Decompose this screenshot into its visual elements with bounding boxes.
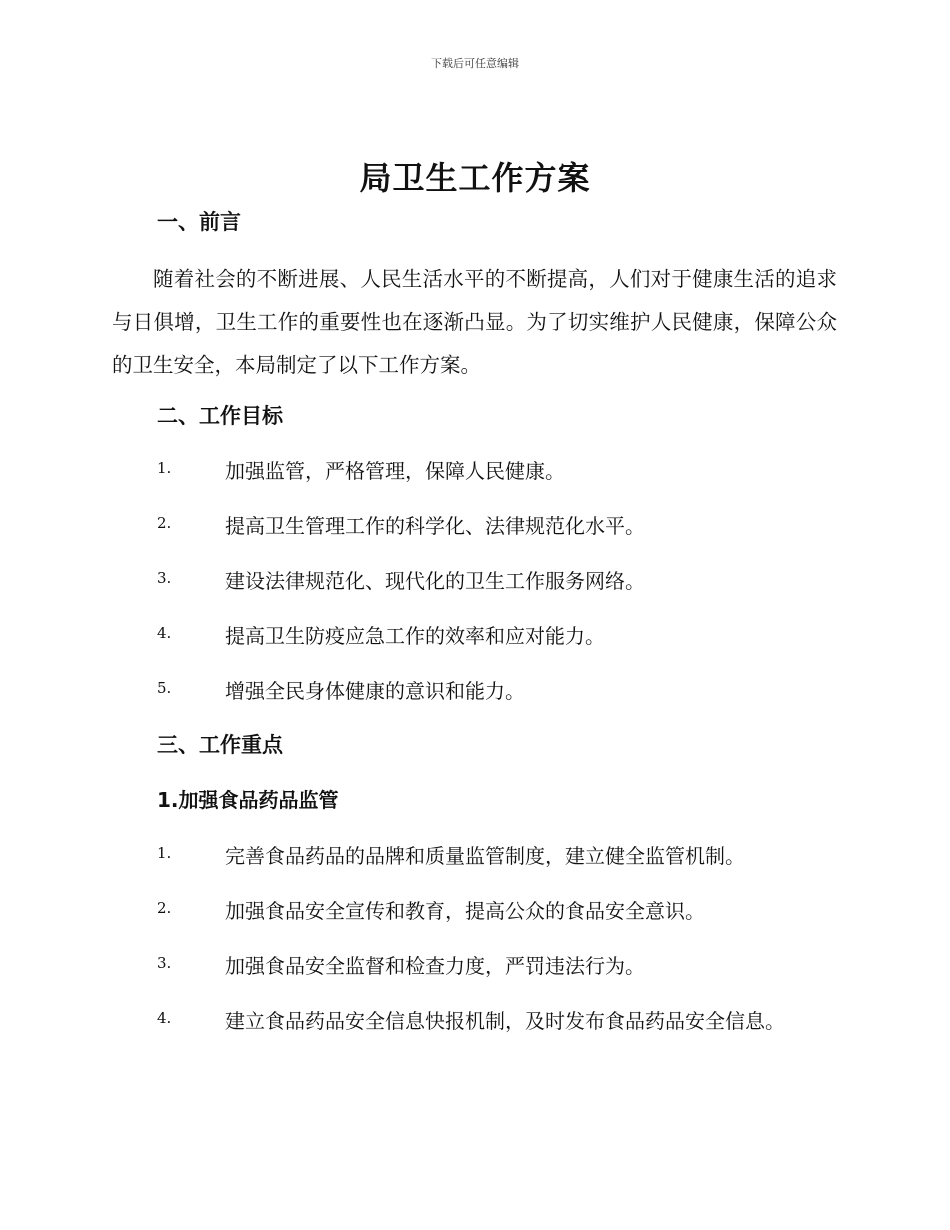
goal-item-number: 1. [157, 459, 172, 477]
goal-item [157, 675, 857, 705]
section-heading-focus: 三、工作重点 [157, 733, 283, 757]
goal-item [157, 510, 857, 540]
section-heading-preface: 一、前言 [157, 210, 241, 234]
focus-item-text: 加强食品安全宣传和教育，提高公众的食品安全意识。 [225, 899, 705, 923]
goal-item-text: 提高卫生防疫应急工作的效率和应对能力。 [225, 624, 605, 648]
focus-item-number: 4. [157, 1009, 172, 1027]
focus-item [157, 950, 857, 980]
preface-paragraph: 随着社会的不断进展、人民生活水平的不断提高，人们对于健康生活的追求与日俱增，卫生工作的重要性也在逐渐凸显。为了切实维护人民健康，保障公众的卫生安全，本局制定了以下工作方案。 [112, 267, 837, 377]
focus-item [157, 1005, 857, 1035]
document-title: 局卫生工作方案 [359, 159, 591, 197]
goal-item-text: 建设法律规范化、现代化的卫生工作服务网络。 [225, 569, 645, 593]
focus-item-text: 完善食品药品的品牌和质量监管制度，建立健全监管机制。 [225, 844, 745, 868]
goal-item [157, 455, 857, 485]
goal-item [157, 565, 857, 595]
goal-item-text: 增强全民身体健康的意识和能力。 [225, 679, 525, 703]
focus-item-number: 2. [157, 899, 172, 917]
goal-item-number: 5. [157, 679, 172, 697]
goal-item [157, 620, 857, 650]
goal-item-text: 提高卫生管理工作的科学化、法律规范化水平。 [225, 514, 645, 538]
focus-item-number: 3. [157, 954, 172, 972]
focus-item [157, 840, 857, 870]
goal-item-text: 加强监管，严格管理，保障人民健康。 [225, 459, 565, 483]
section-heading-goals: 二、工作目标 [157, 404, 283, 428]
subsection-heading-food-drug: 1.加强食品药品监管 [157, 788, 339, 812]
goal-item-number: 3. [157, 569, 172, 587]
focus-item [157, 895, 857, 925]
focus-item-text: 加强食品安全监督和检查力度，严罚违法行为。 [225, 954, 645, 978]
header-note: 下载后可任意编辑 [431, 57, 519, 70]
goal-item-number: 4. [157, 624, 172, 642]
focus-item-number: 1. [157, 844, 172, 862]
focus-item-text: 建立食品药品安全信息快报机制，及时发布食品药品安全信息。 [225, 1009, 785, 1033]
goal-item-number: 2. [157, 514, 172, 532]
